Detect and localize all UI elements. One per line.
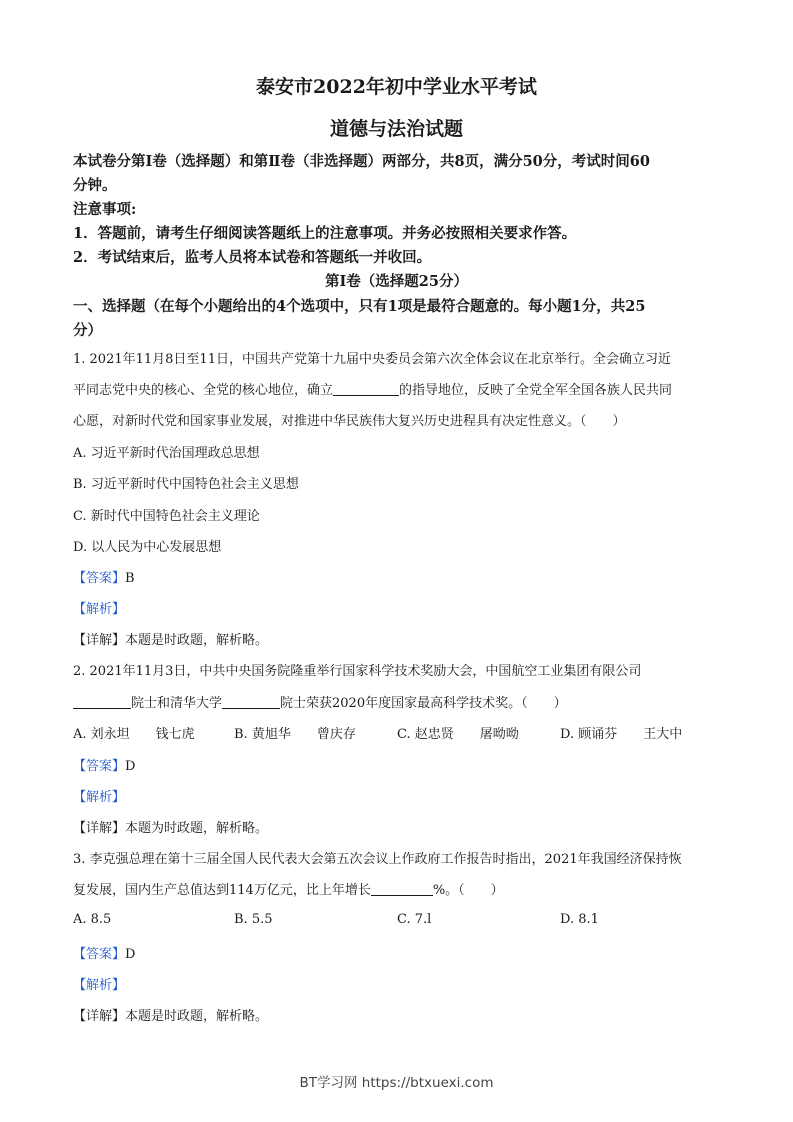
q1-stem-line-1: 1. 2021年11月8日至11日，中国共产党第十九届中央委员会第六次全体会议在北京举行。全会确立习近	[73, 352, 671, 367]
q1-answer: 【答案】B	[73, 571, 135, 586]
q3-option-b: B. 5.5	[234, 912, 273, 927]
q1-detail: 【详解】本题是时政题，解析略。	[73, 633, 269, 648]
exam-title: 泰安市2022年初中学业水平考试	[256, 76, 537, 98]
part-heading-line-1: 一、选择题（在每个小题给出的4个选项中，只有1项是最符合题意的。每小题1分，共25	[73, 298, 646, 315]
q3-analysis: 【解析】	[73, 978, 126, 993]
q2-detail: 【详解】本题为时政题，解析略。	[73, 821, 269, 836]
q3-option-d: D. 8.1	[560, 912, 599, 927]
intro-line-1: 本试卷分第Ⅰ卷（选择题）和第Ⅱ卷（非选择题）两部分，共8页，满分50分，考试时间60	[73, 153, 650, 170]
q1-option-c: C. 新时代中国特色社会主义理论	[73, 509, 260, 524]
q3-answer: 【答案】D	[73, 947, 136, 962]
q2-stem-line-1: 2. 2021年11月3日，中共中央国务院隆重举行国家科学技术奖励大会，中国航空工业集团有限公司	[73, 664, 642, 679]
q3-option-a: A. 8.5	[73, 912, 112, 927]
q3-option-c: C. 7.l	[397, 912, 432, 927]
q2-analysis: 【解析】	[73, 790, 126, 805]
q2-answer: 【答案】D	[73, 759, 136, 774]
q1-option-b: B. 习近平新时代中国特色社会主义思想	[73, 477, 299, 492]
q2-answer-blank-1	[73, 694, 131, 709]
q3-answer-blank	[371, 881, 433, 896]
notice-item-1: 1．答题前，请考生仔细阅读答题纸上的注意事项。并务必按照相关要求作答。	[73, 225, 577, 242]
q3-detail: 【详解】本题是时政题，解析略。	[73, 1009, 269, 1024]
intro-line-2: 分钟。	[73, 177, 117, 194]
q1-option-d: D. 以人民为中心发展思想	[73, 540, 222, 555]
section-heading: 第Ⅰ卷（选择题25分）	[325, 273, 468, 290]
q1-option-a: A. 习近平新时代治国理政总思想	[73, 446, 260, 461]
q2-answer-blank-2	[222, 694, 280, 709]
q3-stem-line-2: 复发展，国内生产总值达到114万亿元，比上年增长 %。（ ）	[73, 883, 504, 898]
footer-watermark: BT学习网 https://btxuexi.com	[299, 1075, 494, 1091]
q1-stem-line-3: 心愿，对新时代党和国家事业发展，对推进中华民族伟大复兴历史进程具有决定性意义。（ ）	[73, 414, 626, 429]
q2-option-c: C. 赵忠贤 屠呦呦	[397, 727, 519, 742]
exam-subtitle: 道德与法治试题	[329, 118, 463, 140]
q2-option-b: B. 黄旭华 曾庆存	[234, 727, 356, 742]
q1-analysis: 【解析】	[73, 602, 126, 617]
q1-stem-line-2: 平同志党中央的核心、全党的核心地位，确立 的指导地位，反映了全党全军全国各族人民共同	[73, 383, 673, 398]
q2-stem-line-2: 院士和清华大学 院士荣获2020年度国家最高科学技术奖。（ ）	[73, 692, 567, 711]
q1-answer-blank	[333, 381, 399, 396]
part-heading-line-2: 分）	[73, 322, 102, 339]
q2-option-a: A. 刘永坦 钱七虎	[73, 727, 195, 742]
notice-heading: 注意事项:	[73, 201, 137, 218]
notice-item-2: 2．考试结束后，监考人员将本试卷和答题纸一并收回。	[73, 249, 432, 266]
q2-option-d: D. 顾诵芬 王大中	[560, 727, 683, 742]
q3-stem-line-1: 3. 李克强总理在第十三届全国人民代表大会第五次会议上作政府工作报告时指出，2021年我国经济保持恢	[73, 852, 682, 867]
